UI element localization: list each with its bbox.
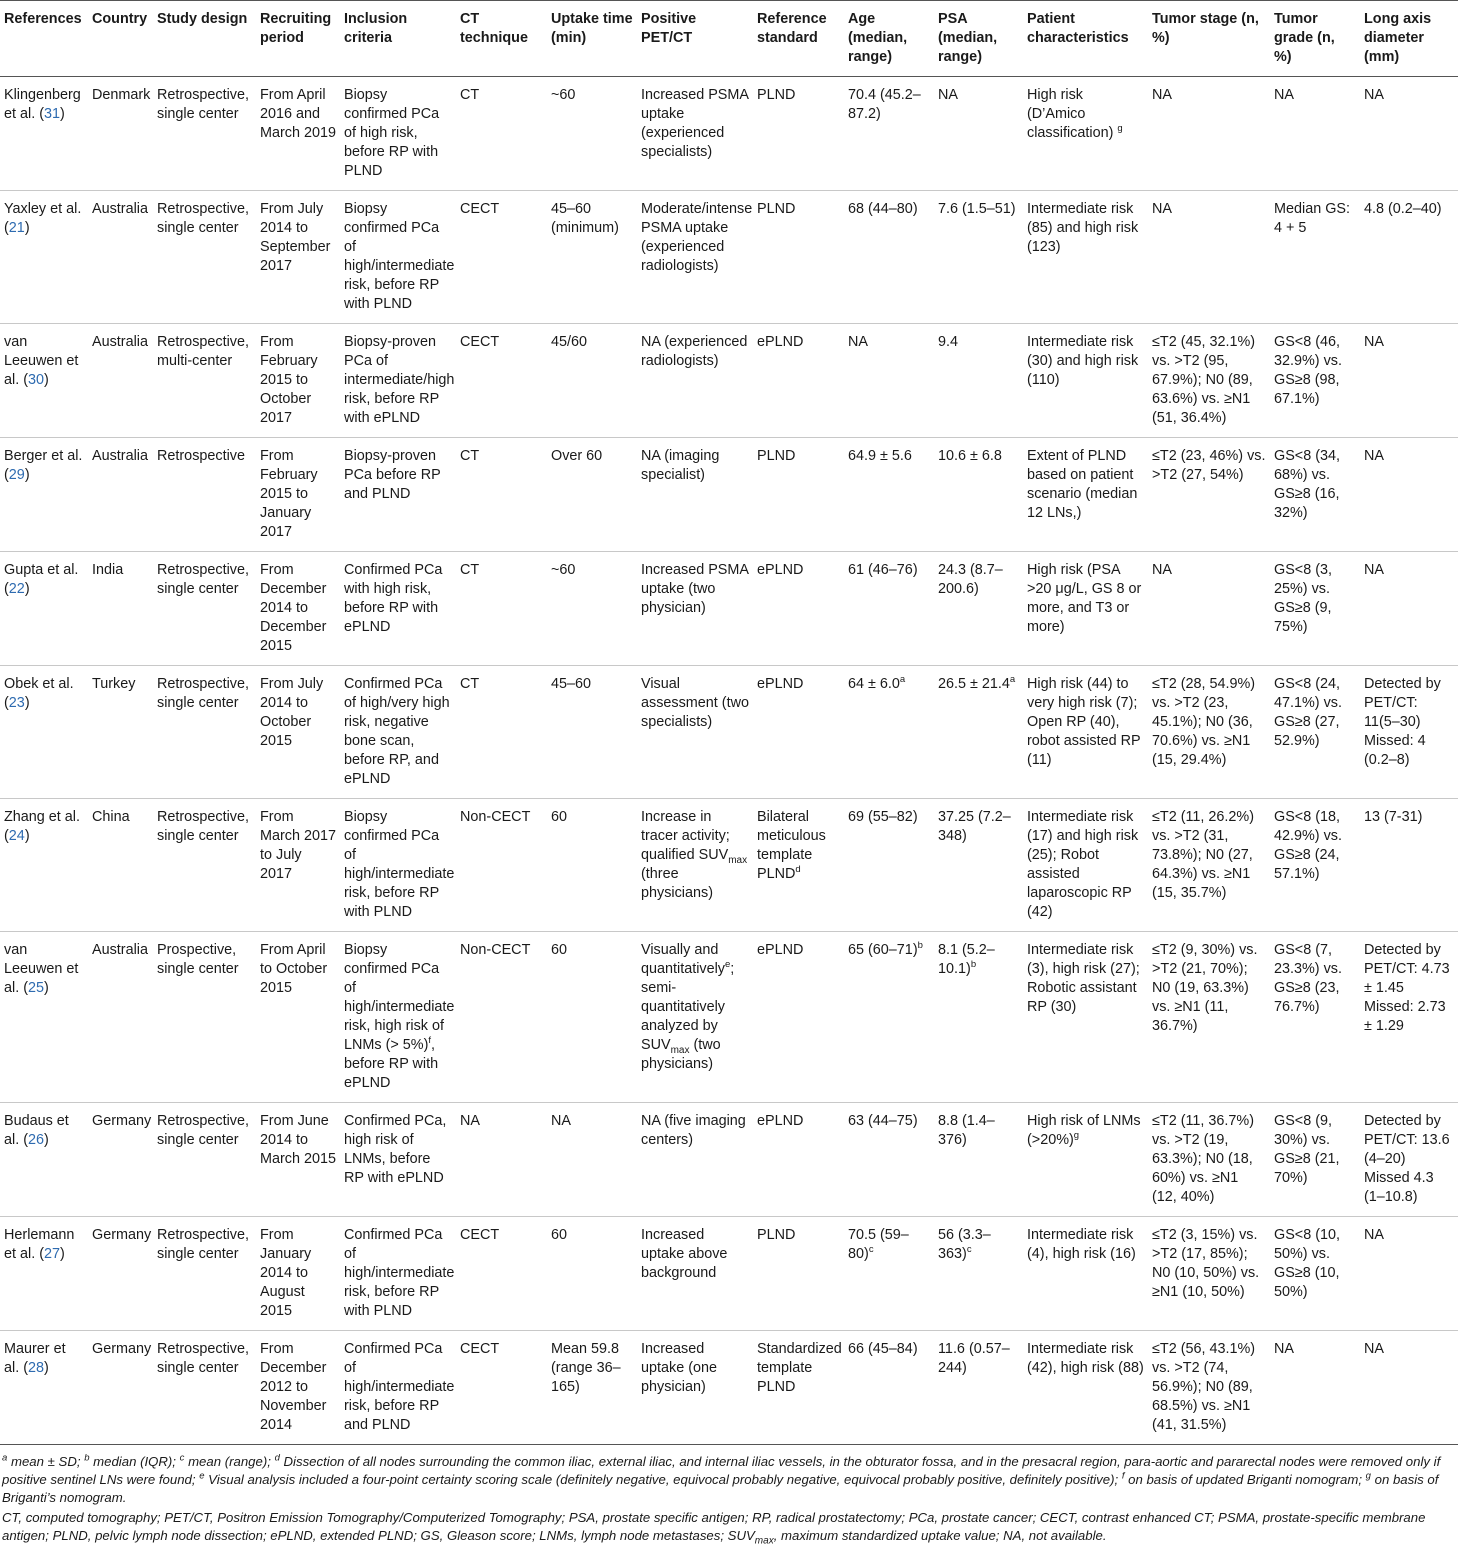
header-tumor-grade: Tumor grade (n, %) — [1270, 1, 1360, 77]
header-tumor-stage: Tumor stage (n, %) — [1148, 1, 1270, 77]
footnote-key-d: d — [274, 1452, 280, 1464]
cell-ct: Non-CECT — [456, 932, 547, 1103]
reference-name: Zhang et al. — [4, 809, 81, 825]
cell-country: Denmark — [88, 77, 153, 191]
cell-design: Retrospective, single center — [153, 1331, 256, 1445]
footnote-key-e: e — [199, 1470, 205, 1482]
footnote-g: on basis of Briganti’s nomogram. — [2, 1472, 1439, 1505]
cell-stage: ≤T2 (11, 36.7%) vs. >T2 (19, 63.3%); N0 (18, 60%) vs. ≥N1 (12, 40%) — [1148, 1103, 1270, 1217]
footnote-key-f: f — [1121, 1470, 1125, 1482]
footnote-marker: b — [970, 959, 977, 971]
cell-diameter: 4.8 (0.2–40) — [1360, 191, 1458, 324]
cell-period: From February 2015 to October 2017 — [256, 324, 340, 438]
footnote-key-g: g — [1365, 1470, 1371, 1482]
footnote-key-b: b — [84, 1452, 90, 1464]
cell-period: From April 2016 and March 2019 — [256, 77, 340, 191]
cell-reference: Obek et al. (23) — [0, 666, 88, 799]
cell-grade: GS<8 (34, 68%) vs. GS≥8 (16, 32%) — [1270, 438, 1360, 552]
cell-patient: Extent of PLND based on patient scenario (median 12 LNs,) — [1023, 438, 1148, 552]
cell-positive: Increased uptake (one physician) — [637, 1331, 753, 1445]
cell-diameter: NA — [1360, 1331, 1458, 1445]
cell-positive: Increased uptake above background — [637, 1217, 753, 1331]
cell-stage: ≤T2 (23, 46%) vs. >T2 (27, 54%) — [1148, 438, 1270, 552]
footnote-key-a: a — [2, 1452, 8, 1464]
cell-age: 61 (46–76) — [844, 552, 934, 666]
header-ct-technique: CT technique — [456, 1, 547, 77]
reference-link[interactable]: 30 — [28, 372, 45, 388]
cell-design: Retrospective — [153, 438, 256, 552]
reference-name: van Leeuwen et al. — [4, 942, 79, 996]
table-row — [0, 438, 1458, 552]
reference-link[interactable]: 21 — [8, 220, 25, 236]
footnote-marker: e — [725, 959, 731, 971]
header-study-design: Study design — [153, 1, 256, 77]
header-recruiting-period: Recruiting period — [256, 1, 340, 77]
cell-period: From March 2017 to July 2017 — [256, 799, 340, 932]
psa-text: 56 (3.3–363) — [938, 1227, 991, 1262]
cell-design: Retrospective, single center — [153, 77, 256, 191]
reference-name: Obek et al. — [4, 676, 74, 692]
header-long-axis-diameter: Long axis diameter (mm) — [1360, 1, 1458, 77]
cell-country: Germany — [88, 1217, 153, 1331]
reference-link[interactable]: 22 — [8, 581, 25, 597]
footnote-e: Visual analysis included a four-point certainty scoring scale (definitely negative, equivocal probably negative, equivocal probably positive, definitely positive); — [208, 1472, 1119, 1487]
cell-country: Australia — [88, 191, 153, 324]
cell-age — [844, 1217, 934, 1331]
reference-link[interactable]: 29 — [8, 467, 25, 483]
cell-patient: Intermediate risk (85) and high risk (123) — [1023, 191, 1148, 324]
cell-reference-standard: PLND — [753, 191, 844, 324]
table-body — [0, 77, 1458, 1445]
table-row — [0, 324, 1458, 438]
cell-diameter: Detected by PET/CT: 4.73 ± 1.45 Missed: 2.73 ± 1.29 — [1360, 932, 1458, 1103]
cell-positive — [637, 932, 753, 1103]
cell-psa: 24.3 (8.7–200.6) — [934, 552, 1023, 666]
cell-age: 63 (44–75) — [844, 1103, 934, 1217]
footnote-marker: g — [1117, 123, 1123, 135]
subscript: max — [670, 1044, 690, 1056]
cell-age: 64.9 ± 5.6 — [844, 438, 934, 552]
cell-reference-standard: PLND — [753, 1217, 844, 1331]
cell-age — [844, 932, 934, 1103]
cell-psa — [934, 666, 1023, 799]
table-row — [0, 932, 1458, 1103]
positive-text-mid: ; semi-quantitatively analyzed by SUV — [641, 961, 735, 1053]
footnote-marker: g — [1073, 1130, 1080, 1142]
cell-patient: Intermediate risk (4), high risk (16) — [1023, 1217, 1148, 1331]
cell-reference-standard: PLND — [753, 438, 844, 552]
cell-patient: Intermediate risk (30) and high risk (110) — [1023, 324, 1148, 438]
cell-inclusion: Biopsy-proven PCa before RP and PLND — [340, 438, 456, 552]
cell-ct: CT — [456, 552, 547, 666]
reference-name: van Leeuwen et al. — [4, 334, 79, 388]
cell-inclusion: Confirmed PCa of high/intermediate risk, before RP with PLND — [340, 1217, 456, 1331]
reference-link[interactable]: 28 — [28, 1360, 45, 1376]
header-country: Country — [88, 1, 153, 77]
cell-diameter: NA — [1360, 552, 1458, 666]
cell-patient: Intermediate risk (3), high risk (27); Robotic assistant RP (30) — [1023, 932, 1148, 1103]
cell-stage: ≤T2 (56, 43.1%) vs. >T2 (74, 56.9%); N0 (89, 68.5%) vs. ≥N1 (41, 31.5%) — [1148, 1331, 1270, 1445]
cell-uptake: 45/60 — [547, 324, 637, 438]
reference-link[interactable]: 24 — [8, 828, 25, 844]
table-row — [0, 1331, 1458, 1445]
cell-psa: 11.6 (0.57–244) — [934, 1331, 1023, 1445]
cell-reference-standard — [753, 799, 844, 932]
cell-reference-standard: ePLND — [753, 932, 844, 1103]
header-reference-standard: Reference standard — [753, 1, 844, 77]
table-row — [0, 1103, 1458, 1217]
cell-period: From July 2014 to September 2017 — [256, 191, 340, 324]
subscript: max — [754, 1535, 774, 1547]
cell-uptake: 60 — [547, 799, 637, 932]
cell-grade: GS<8 (9, 30%) vs. GS≥8 (21, 70%) — [1270, 1103, 1360, 1217]
cell-grade: NA — [1270, 77, 1360, 191]
cell-inclusion — [340, 932, 456, 1103]
age-text: 70.5 (59–80) — [848, 1227, 909, 1262]
cell-design: Retrospective, single center — [153, 552, 256, 666]
cell-uptake: ~60 — [547, 552, 637, 666]
cell-period: From February 2015 to January 2017 — [256, 438, 340, 552]
cell-design: Retrospective, single center — [153, 799, 256, 932]
cell-grade: GS<8 (10, 50%) vs. GS≥8 (10, 50%) — [1270, 1217, 1360, 1331]
cell-design: Retrospective, single center — [153, 666, 256, 799]
cell-reference: Berger et al. (29) — [0, 438, 88, 552]
footnote-marker: c — [868, 1244, 874, 1256]
footnote-a: mean ± SD; — [10, 1454, 81, 1469]
footnote-marker: c — [966, 1244, 972, 1256]
cell-country: Germany — [88, 1331, 153, 1445]
cell-reference: van Leeuwen et al. (30) — [0, 324, 88, 438]
cell-diameter: 13 (7-31) — [1360, 799, 1458, 932]
cell-psa: 9.4 — [934, 324, 1023, 438]
cell-age — [844, 666, 934, 799]
cell-reference-standard: ePLND — [753, 666, 844, 799]
positive-text-end: (two physicians) — [641, 1037, 721, 1072]
cell-diameter: NA — [1360, 438, 1458, 552]
cell-psa: NA — [934, 77, 1023, 191]
reference-name: Herlemann et al. — [4, 1227, 75, 1262]
cell-uptake: Mean 59.8 (range 36–165) — [547, 1331, 637, 1445]
header-positive-pet-ct: Positive PET/CT — [637, 1, 753, 77]
age-text: 65 (60–71) — [848, 942, 918, 958]
cell-uptake: 60 — [547, 1217, 637, 1331]
cell-stage: ≤T2 (3, 15%) vs. >T2 (17, 85%); N0 (10, 50%) vs. ≥N1 (10, 50%) — [1148, 1217, 1270, 1331]
cell-psa — [934, 932, 1023, 1103]
header-patient-characteristics: Patient characteristics — [1023, 1, 1148, 77]
cell-diameter: NA — [1360, 1217, 1458, 1331]
psa-text: 8.1 (5.2–10.1) — [938, 942, 995, 977]
cell-country: China — [88, 799, 153, 932]
table-row — [0, 552, 1458, 666]
footnote-marker: a — [1009, 674, 1016, 686]
cell-inclusion: Confirmed PCa, high risk of LNMs, before RP with ePLND — [340, 1103, 456, 1217]
cell-inclusion: Biopsy confirmed PCa of high/intermediate risk, before RP with PLND — [340, 191, 456, 324]
cell-reference-standard: Standardized template PLND — [753, 1331, 844, 1445]
reference-link[interactable]: 23 — [8, 695, 25, 711]
cell-age: 68 (44–80) — [844, 191, 934, 324]
subscript: max — [728, 854, 748, 866]
cell-reference: Yaxley et al. (21) — [0, 191, 88, 324]
reference-name: Maurer et al. — [4, 1341, 66, 1376]
header-references: References — [0, 1, 88, 77]
table-row — [0, 666, 1458, 799]
cell-psa: 8.8 (1.4–376) — [934, 1103, 1023, 1217]
cell-reference: Herlemann et al. (27) — [0, 1217, 88, 1331]
reference-name: Berger et al. — [4, 448, 83, 464]
cell-stage: ≤T2 (28, 54.9%) vs. >T2 (23, 45.1%); N0 (36, 70.6%) vs. ≥N1 (15, 29.4%) — [1148, 666, 1270, 799]
footnote-marker: b — [917, 940, 923, 952]
cell-uptake: ~60 — [547, 77, 637, 191]
cell-design: Retrospective, single center — [153, 1217, 256, 1331]
cell-reference-standard: ePLND — [753, 324, 844, 438]
footnote-f: on basis of updated Briganti nomogram; — [1128, 1472, 1362, 1487]
cell-positive: NA (imaging specialist) — [637, 438, 753, 552]
cell-inclusion: Confirmed PCa of high/intermediate risk, before RP and PLND — [340, 1331, 456, 1445]
cell-ct: CT — [456, 666, 547, 799]
cell-inclusion: Biopsy confirmed PCa of high risk, before RP with PLND — [340, 77, 456, 191]
cell-reference: Klingenberg et al. (31) — [0, 77, 88, 191]
cell-positive: Increased PSMA uptake (two physician) — [637, 552, 753, 666]
cell-stage: NA — [1148, 191, 1270, 324]
cell-design: Retrospective, multi-center — [153, 324, 256, 438]
cell-design: Retrospective, single center — [153, 1103, 256, 1217]
table-row — [0, 1217, 1458, 1331]
header-age: Age (median, range) — [844, 1, 934, 77]
cell-country: Australia — [88, 324, 153, 438]
cell-reference: Budaus et al. (26) — [0, 1103, 88, 1217]
footnote-definitions — [2, 1453, 1456, 1507]
cell-uptake: Over 60 — [547, 438, 637, 552]
cell-ct: CT — [456, 77, 547, 191]
table-row — [0, 191, 1458, 324]
reference-name: Yaxley et al. — [4, 201, 82, 217]
cell-diameter: Detected by PET/CT: 11(5–30) Missed: 4 (0.2–8) — [1360, 666, 1458, 799]
cell-positive — [637, 799, 753, 932]
reference-link[interactable]: 31 — [44, 106, 61, 122]
footnote-marker: d — [795, 864, 801, 876]
cell-ct: CECT — [456, 324, 547, 438]
cell-stage: ≤T2 (11, 26.2%) vs. >T2 (31, 73.8%); N0 (27, 64.3%) vs. ≥N1 (15, 35.7%) — [1148, 799, 1270, 932]
age-text: 64 ± 6.0 — [848, 676, 900, 692]
cell-positive: Visual assessment (two specialists) — [637, 666, 753, 799]
cell-grade: GS<8 (18, 42.9%) vs. GS≥8 (24, 57.1%) — [1270, 799, 1360, 932]
cell-patient: High risk (PSA >20 μg/L, GS 8 or more, and T3 or more) — [1023, 552, 1148, 666]
reference-link[interactable]: 25 — [28, 980, 45, 996]
cell-psa — [934, 1217, 1023, 1331]
reference-name: Budaus et al. — [4, 1113, 69, 1148]
positive-text: Increase in tracer activity; qualified SUV — [641, 809, 730, 863]
cell-psa: 37.25 (7.2–348) — [934, 799, 1023, 932]
cell-inclusion: Biopsy confirmed PCa of high/intermediate risk, before RP with PLND — [340, 799, 456, 932]
reference-link[interactable]: 27 — [44, 1246, 61, 1262]
cell-reference-standard: ePLND — [753, 1103, 844, 1217]
cell-grade: GS<8 (24, 47.1%) vs. GS≥8 (27, 52.9%) — [1270, 666, 1360, 799]
table-row — [0, 77, 1458, 191]
cell-country: Australia — [88, 932, 153, 1103]
cell-period: From December 2012 to November 2014 — [256, 1331, 340, 1445]
cell-period: From April to October 2015 — [256, 932, 340, 1103]
cell-age: 66 (45–84) — [844, 1331, 934, 1445]
cell-period: From January 2014 to August 2015 — [256, 1217, 340, 1331]
psa-text: 26.5 ± 21.4 — [938, 676, 1010, 692]
positive-text: Visually and quantitatively — [641, 942, 725, 977]
cell-ct: CT — [456, 438, 547, 552]
cell-inclusion: Biopsy-proven PCa of intermediate/high risk, before RP with ePLND — [340, 324, 456, 438]
cell-reference: Gupta et al. (22) — [0, 552, 88, 666]
cell-uptake: 45–60 — [547, 666, 637, 799]
cell-uptake: 45–60 (minimum) — [547, 191, 637, 324]
cell-grade: GS<8 (3, 25%) vs. GS≥8 (9, 75%) — [1270, 552, 1360, 666]
abbreviations — [2, 1509, 1456, 1545]
positive-text-end: (three physicians) — [641, 866, 713, 901]
footnote-d: Dissection of all nodes surrounding the common iliac, external iliac, and internal iliac vessels, in the obturator fossa, and in the presacral region, para-aortic and pararectal nodes were removed only if positive sentinel LNs were found; — [2, 1454, 1441, 1487]
cell-period: From June 2014 to March 2015 — [256, 1103, 340, 1217]
cell-stage: NA — [1148, 552, 1270, 666]
abbreviations-text: CT, computed tomography; PET/CT, Positron Emission Tomography/Computerized Tomography; PSA, prostate specific antigen; RP, radical prostatectomy; PCa, prostate cancer; CECT, contrast enhanced CT; PSMA, prostate-specific membrane antigen; PLND, pelvic lymph node dissection; ePLND, extended PLND; GS, Gleason score; LNMs, lymph node metastases; SUV — [2, 1510, 1426, 1543]
cell-ct: CECT — [456, 191, 547, 324]
footnote-c: mean (range); — [188, 1454, 271, 1469]
cell-reference-standard: PLND — [753, 77, 844, 191]
cell-country: India — [88, 552, 153, 666]
cell-period: From December 2014 to December 2015 — [256, 552, 340, 666]
cell-diameter: NA — [1360, 324, 1458, 438]
cell-positive: NA (experienced radiologists) — [637, 324, 753, 438]
inclusion-text: Biopsy confirmed PCa of high/intermediate risk, high risk of LNMs (> 5%) — [344, 942, 455, 1053]
cell-reference: van Leeuwen et al. (25) — [0, 932, 88, 1103]
cell-grade: GS<8 (46, 32.9%) vs. GS≥8 (98, 67.1%) — [1270, 324, 1360, 438]
cell-ct: CECT — [456, 1217, 547, 1331]
patient-text: High risk (D’Amico classification) — [1027, 87, 1114, 141]
reference-standard-text: Bilateral meticulous template PLND — [757, 809, 826, 882]
cell-age: NA — [844, 324, 934, 438]
cell-stage: NA — [1148, 77, 1270, 191]
cell-positive: Increased PSMA uptake (experienced specialists) — [637, 77, 753, 191]
cell-reference: Maurer et al. (28) — [0, 1331, 88, 1445]
cell-psa: 7.6 (1.5–51) — [934, 191, 1023, 324]
table-header — [0, 1, 1458, 77]
cell-grade: NA — [1270, 1331, 1360, 1445]
cell-design: Prospective, single center — [153, 932, 256, 1103]
reference-name: Gupta et al. — [4, 562, 79, 578]
cell-patient: High risk (44) to very high risk (7); Open RP (40), robot assisted RP (11) — [1023, 666, 1148, 799]
header-inclusion-criteria: Inclusion criteria — [340, 1, 456, 77]
cell-patient: Intermediate risk (42), high risk (88) — [1023, 1331, 1148, 1445]
footnote-marker: a — [899, 674, 906, 686]
header-row — [0, 1, 1458, 77]
reference-link[interactable]: 26 — [28, 1132, 45, 1148]
cell-ct: Non-CECT — [456, 799, 547, 932]
cell-patient: Intermediate risk (17) and high risk (25); Robot assisted laparoscopic RP (42) — [1023, 799, 1148, 932]
cell-patient — [1023, 1103, 1148, 1217]
cell-inclusion: Confirmed PCa of high/very high risk, negative bone scan, before RP, and ePLND — [340, 666, 456, 799]
cell-inclusion: Confirmed PCa with high risk, before RP with ePLND — [340, 552, 456, 666]
header-uptake-time: Uptake time (min) — [547, 1, 637, 77]
footnote-b: median (IQR); — [93, 1454, 176, 1469]
cell-reference-standard: ePLND — [753, 552, 844, 666]
cell-ct: CECT — [456, 1331, 547, 1445]
cell-country: Germany — [88, 1103, 153, 1217]
reference-name: Klingenberg et al. — [4, 87, 81, 122]
cell-stage: ≤T2 (45, 32.1%) vs. >T2 (95, 67.9%); N0 (89, 63.6%) vs. ≥N1 (51, 36.4%) — [1148, 324, 1270, 438]
cell-uptake: NA — [547, 1103, 637, 1217]
cell-country: Turkey — [88, 666, 153, 799]
cell-diameter: Detected by PET/CT: 13.6 (4–20) Missed 4.3 (1–10.8) — [1360, 1103, 1458, 1217]
cell-psa: 10.6 ± 6.8 — [934, 438, 1023, 552]
cell-grade: Median GS: 4 + 5 — [1270, 191, 1360, 324]
cell-positive: Moderate/intense PSMA uptake (experienced radiologists) — [637, 191, 753, 324]
header-psa: PSA (median, range) — [934, 1, 1023, 77]
cell-age: 70.4 (45.2–87.2) — [844, 77, 934, 191]
cell-ct: NA — [456, 1103, 547, 1217]
cell-country: Australia — [88, 438, 153, 552]
patient-text: High risk of LNMs (>20%) — [1027, 1113, 1141, 1148]
cell-age: 69 (55–82) — [844, 799, 934, 932]
cell-patient — [1023, 77, 1148, 191]
table-footnotes — [0, 1445, 1458, 1545]
footnote-key-c: c — [179, 1452, 185, 1464]
inclusion-text-end: , before RP with ePLND — [344, 1037, 439, 1091]
table-row — [0, 799, 1458, 932]
cell-stage: ≤T2 (9, 30%) vs. >T2 (21, 70%); N0 (19, 63.3%) vs. ≥N1 (11, 36.7%) — [1148, 932, 1270, 1103]
cell-positive: NA (five imaging centers) — [637, 1103, 753, 1217]
cell-reference: Zhang et al. (24) — [0, 799, 88, 932]
cell-diameter: NA — [1360, 77, 1458, 191]
footnote-marker: f — [428, 1035, 432, 1047]
abbreviations-text-end: , maximum standardized uptake value; NA, not available. — [773, 1528, 1107, 1543]
cell-uptake: 60 — [547, 932, 637, 1103]
cell-grade: GS<8 (7, 23.3%) vs. GS≥8 (23, 76.7%) — [1270, 932, 1360, 1103]
cell-design: Retrospective, single center — [153, 191, 256, 324]
cell-period: From July 2014 to October 2015 — [256, 666, 340, 799]
